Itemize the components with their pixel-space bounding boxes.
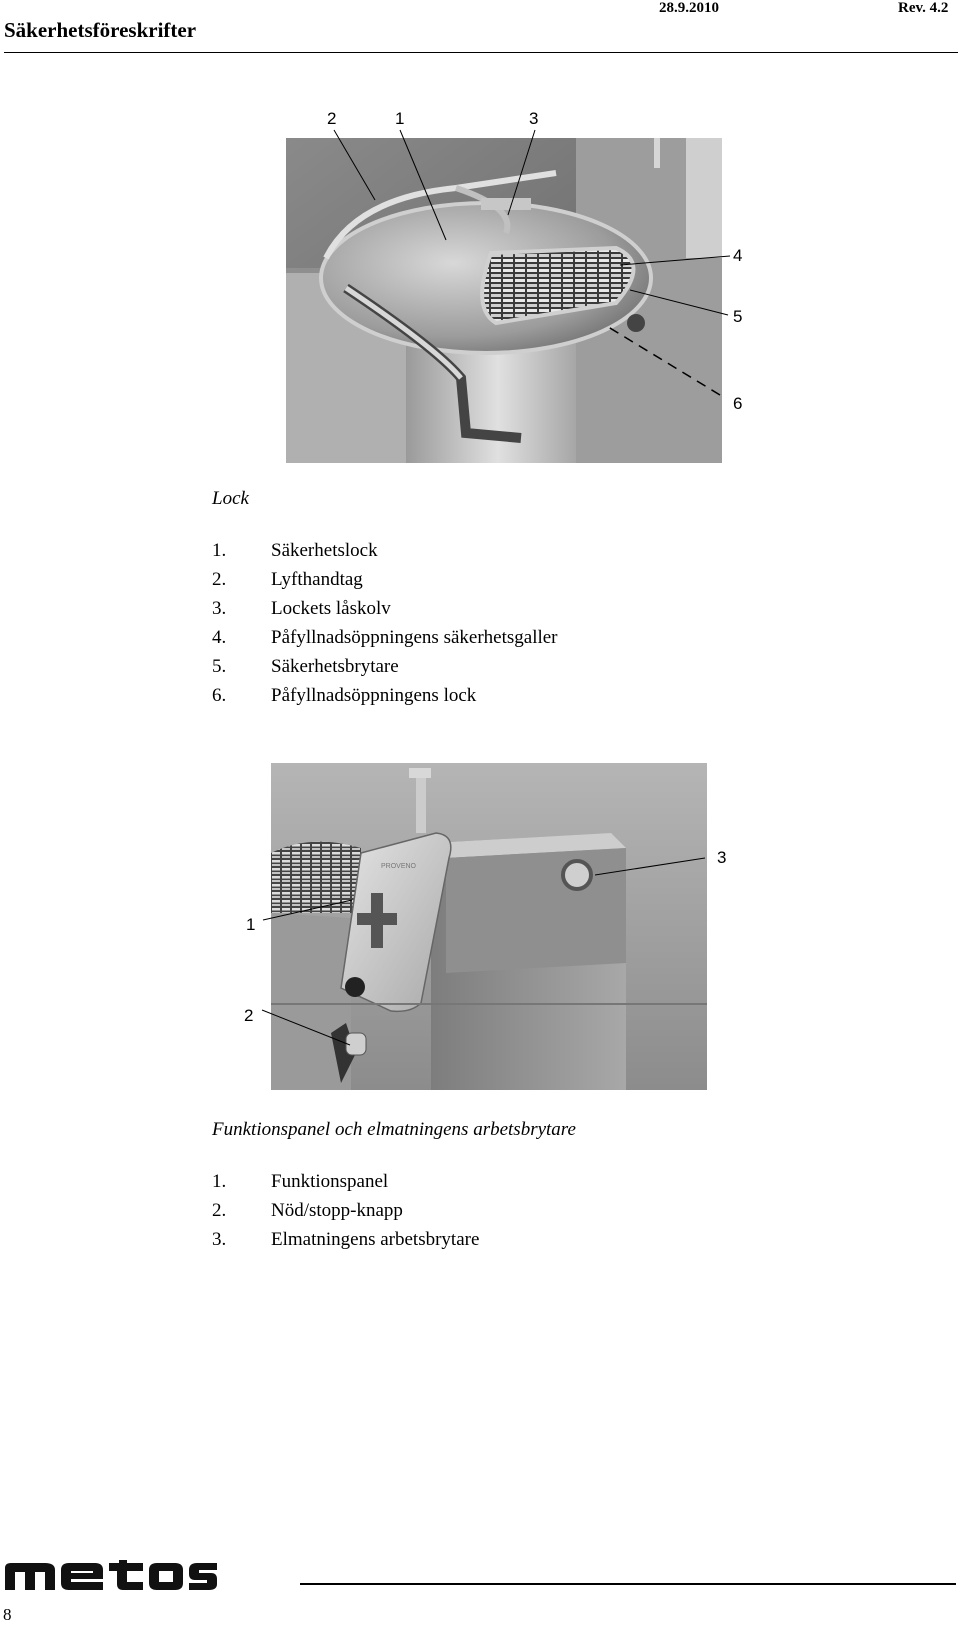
lid-callout-4: 4 — [733, 246, 743, 265]
page-number: 8 — [3, 1605, 12, 1624]
list-item: 4. Påfyllnadsöppningens säkerhetsgaller — [212, 627, 558, 648]
list-item: 2. Nöd/stopp-knapp — [212, 1200, 403, 1221]
panel-callout-3: 3 — [717, 848, 727, 867]
lid-callout-6: 6 — [733, 394, 743, 413]
metos-logo-text: metos — [3, 1560, 6, 1561]
page-header-title: Säkerhetsföreskrifter — [4, 18, 197, 42]
list-item: 3. Elmatningens arbetsbrytare — [212, 1229, 480, 1250]
footer-divider — [300, 1583, 956, 1585]
list-item: 1. Säkerhetslock — [212, 540, 378, 561]
panel-caption: Funktionspanel och elmatningens arbetsbrytare — [212, 1119, 576, 1140]
header-revision: Rev. 4.2 — [898, 0, 949, 16]
panel-callout-2: 2 — [244, 1006, 254, 1025]
lid-callout-1: 1 — [395, 109, 405, 128]
panel-callout-1: 1 — [246, 915, 256, 934]
lid-callout-2: 2 — [327, 109, 337, 128]
list-item: 6. Påfyllnadsöppningens lock — [212, 685, 477, 706]
list-item: 2. Lyfthandtag — [212, 569, 363, 590]
list-item: 5. Säkerhetsbrytare — [212, 656, 399, 677]
panel-parts-list — [212, 1167, 712, 1254]
list-item: 1. Funktionspanel — [212, 1171, 389, 1192]
metos-logo — [3, 1560, 218, 1592]
panel-brand-label: PROVENO — [381, 863, 417, 870]
lid-caption: Lock — [212, 488, 249, 509]
header-date: 28.9.2010 — [659, 0, 719, 16]
lid-callout-3: 3 — [529, 109, 539, 128]
lid-callout-5: 5 — [733, 307, 743, 326]
list-item: 3. Lockets låskolv — [212, 598, 391, 619]
